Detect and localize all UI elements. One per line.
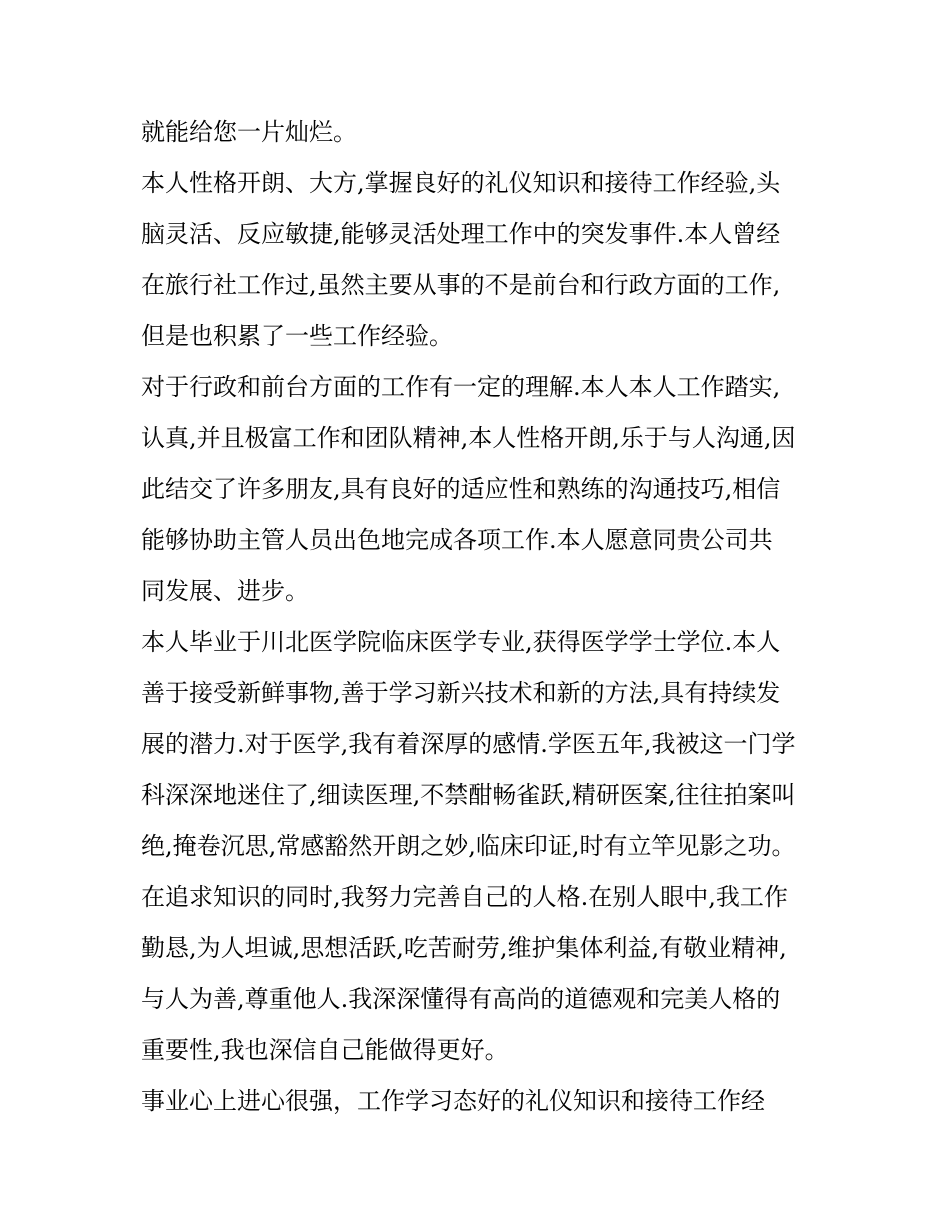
text-line: 在追求知识的同时,我努力完善自己的人格.在别人眼中,我工作 [141,883,788,911]
text-line: 事业心上进心很强，工作学习态好的礼仪知识和接待工作经 [141,1087,765,1115]
text-line: 能够协助主管人员出色地完成各项工作.本人愿意同贵公司共 [141,526,773,554]
text-line: 但是也积累了一些工作经验。 [141,322,453,350]
document-body [141,107,821,1127]
text-line: 科深深地迷住了,细读医理,不禁酣畅雀跃,精研医案,往往拍案叫 [141,781,796,809]
text-line: 重要性,我也深信自己能做得更好。 [141,1036,509,1064]
text-line: 脑灵活、反应敏捷,能够灵活处理工作中的突发事件.本人曾经 [141,220,781,248]
text-line: 展的潜力.对于医学,我有着深厚的感情.学医五年,我被这一门学 [141,730,796,758]
text-line: 在旅行社工作过,虽然主要从事的不是前台和行政方面的工作, [141,271,781,299]
text-line: 本人毕业于川北医学院临床医学专业,获得医学学士学位.本人 [141,628,781,656]
text-line: 同发展、进步。 [141,577,309,605]
text-line: 勤恳,为人坦诚,思想活跃,吃苦耐劳,维护集体利益,有敬业精神, [141,934,787,962]
text-line: 与人为善,尊重他人.我深深懂得有高尚的道德观和完美人格的 [141,985,781,1013]
text-line: 此结交了许多朋友,具有良好的适应性和熟练的沟通技巧,相信 [141,475,781,503]
text-line: 对于行政和前台方面的工作有一定的理解.本人本人工作踏实, [141,373,781,401]
text-line: 本人性格开朗、大方,掌握良好的礼仪知识和接待工作经验,头 [141,169,781,197]
text-line: 就能给您一片灿烂。 [141,118,357,146]
text-line: 绝,掩卷沉思,常感豁然开朗之妙,临床印证,时有立竿见影之功。 [141,832,796,860]
text-line: 善于接受新鲜事物,善于学习新兴技术和新的方法,具有持续发 [141,679,781,707]
text-line: 认真,并且极富工作和团队精神,本人性格开朗,乐于与人沟通,因 [141,424,796,452]
